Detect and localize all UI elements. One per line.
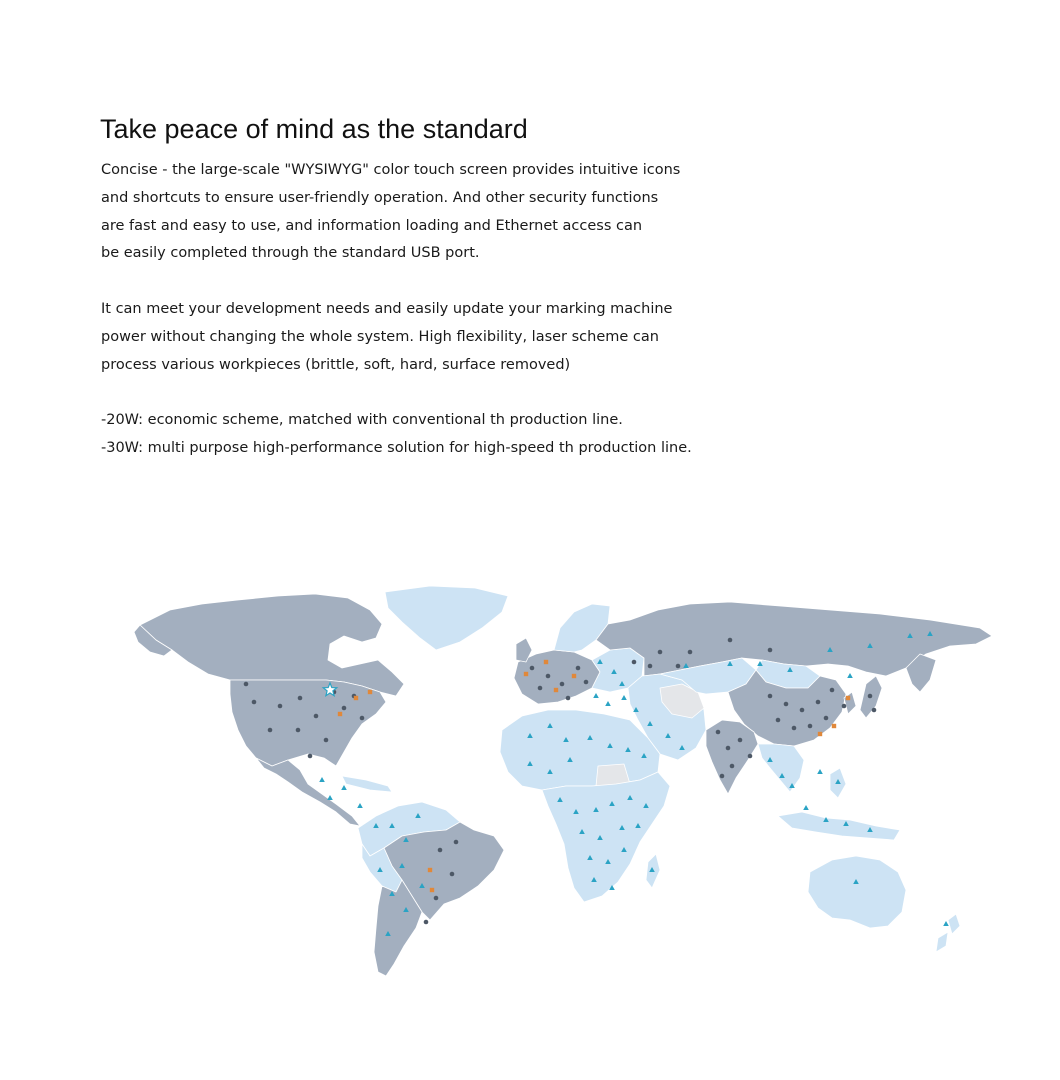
location-triangle-marker [593,693,599,698]
location-dot-marker [688,650,693,655]
location-square-marker [544,660,548,664]
page-title: Take peace of mind as the standard [100,114,528,144]
location-square-marker [846,696,850,700]
location-dot-marker [738,738,743,743]
location-dot-marker [830,688,835,693]
region-scandinavia [554,604,610,652]
location-dot-marker [728,638,733,643]
location-square-marker [354,696,358,700]
location-square-marker [832,724,836,728]
world-map [130,580,1000,980]
location-dot-marker [560,682,565,687]
location-dot-marker [296,728,301,733]
region-greenland [385,586,508,650]
power-option-20w: -20W: economic scheme, matched with conventional th production line. [101,412,623,429]
location-dot-marker [872,708,877,713]
paragraph-flexibility [101,296,861,379]
location-dot-marker [726,746,731,751]
location-square-marker [430,888,434,892]
text-line: process various workpieces (brittle, soft, hard, surface removed) [101,356,571,373]
location-dot-marker [278,704,283,709]
location-square-marker [572,674,576,678]
location-dot-marker [720,774,725,779]
region-mexico [256,758,360,826]
location-triangle-marker [357,803,363,808]
location-dot-marker [792,726,797,731]
location-dot-marker [784,702,789,707]
location-triangle-marker [341,785,347,790]
location-dot-marker [530,666,535,671]
region-australia [808,856,906,928]
region-southeast-asia [758,744,804,792]
location-triangle-marker [319,777,325,782]
region-new-zealand-south [936,932,948,952]
location-dot-marker [632,660,637,665]
location-dot-marker [716,730,721,735]
location-square-marker [524,672,528,676]
location-dot-marker [730,764,735,769]
location-dot-marker [748,754,753,759]
location-dot-marker [584,680,589,685]
location-dot-marker [314,714,319,719]
location-dot-marker [816,700,821,705]
paragraph-power-options [101,407,861,463]
text-line: power without changing the whole system. High flexibility, laser scheme can [101,328,659,345]
location-square-marker [338,712,342,716]
location-dot-marker [252,700,257,705]
region-indonesia [778,812,900,840]
region-north-africa [500,710,660,790]
location-square-marker [428,868,432,872]
location-dot-marker [298,696,303,701]
body-text [101,157,861,463]
location-dot-marker [768,648,773,653]
power-option-30w: -30W: multi purpose high-performance solution for high-speed th production line. [101,439,692,456]
location-triangle-marker [605,701,611,706]
location-dot-marker [658,650,663,655]
text-line: It can meet your development needs and easily update your marking machine [101,300,673,317]
text-line: Concise - the large-scale "WYSIWYG" color touch screen provides intuitive icons [101,162,681,178]
location-dot-marker [566,696,571,701]
paragraph-intro [101,157,861,268]
location-dot-marker [538,686,543,691]
location-dot-marker [342,706,347,711]
location-dot-marker [424,920,429,925]
location-triangle-marker [943,921,949,926]
location-dot-marker [324,738,329,743]
location-dot-marker [842,704,847,709]
region-usa [230,680,386,766]
location-triangle-marker [817,769,823,774]
location-triangle-marker [621,695,627,700]
location-dot-marker [450,872,455,877]
region-new-zealand [948,914,960,934]
location-dot-marker [648,664,653,669]
location-dot-marker [676,664,681,669]
text-line: be easily completed through the standard USB port. [101,245,480,262]
location-dot-marker [546,674,551,679]
location-dot-marker [800,708,805,713]
location-square-marker [818,732,822,736]
location-square-marker [368,690,372,694]
location-triangle-marker [847,673,853,678]
location-dot-marker [308,754,313,759]
world-map-graphic [130,580,1000,980]
location-dot-marker [768,694,773,699]
location-dot-marker [438,848,443,853]
text-line: are fast and easy to use, and information loading and Ethernet access can [101,217,643,234]
location-dot-marker [824,716,829,721]
location-dot-marker [244,682,249,687]
location-square-marker [554,688,558,692]
location-triangle-marker [327,795,333,800]
location-dot-marker [808,724,813,729]
location-dot-marker [868,694,873,699]
region-caribbean [342,776,392,792]
location-dot-marker [454,840,459,845]
location-dot-marker [776,718,781,723]
location-dot-marker [360,716,365,721]
text-line: and shortcuts to ensure user-friendly operation. And other security functions [101,189,659,206]
location-triangle-marker [803,805,809,810]
location-dot-marker [434,896,439,901]
location-dot-marker [576,666,581,671]
location-dot-marker [268,728,273,733]
